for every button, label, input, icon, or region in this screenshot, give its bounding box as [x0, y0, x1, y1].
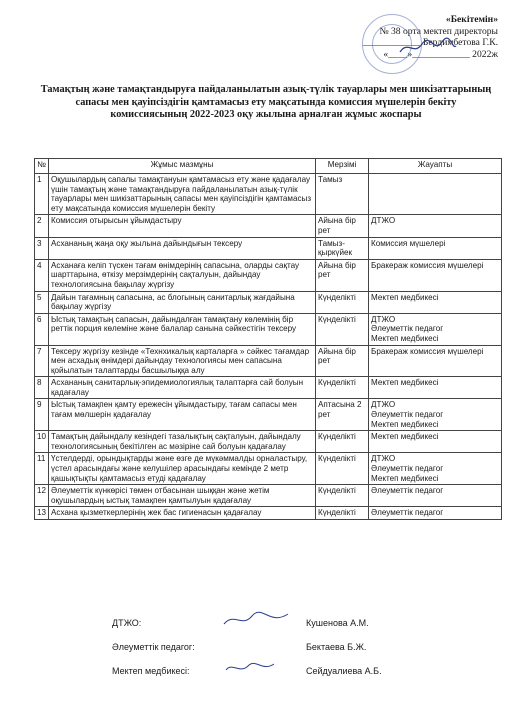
signature-name: Бектаева Б.Ж. [306, 642, 367, 652]
row-content: Асханаға келіп түскен тағам өнімдерінің сапасына, оларды сақтау шарттарына, өткізу мерзімдерінің сақталуын, дайындау технологиясына бақылау жүргізу [49, 259, 316, 291]
row-number: 12 [35, 485, 49, 507]
row-content: Оқушылардың сапалы тамақтануын қамтамасыз ету және қадағалау үшін тамақтың және тамақтандыруға пайдаланылатын азық-түлік тауарлары мен шикізаттарының сапасы мен қауіпсіздігін қамтамасыз ету мақсатында комиссия мүшелерін бекіту [49, 174, 316, 215]
row-content: Үстелдерді, орындықтарды және өзге де мүкәммалды орналастыру, үстел арасындағы және келушілер арасындағы кемінде 2 метр қашықтықты қамтамасыз етуді қадағалау [49, 453, 316, 485]
row-content: Ыстық тамақтың сапасын, дайындалған тамақтану көлемінің бір реттік порция көлеміне және балалар санына сәйкестігін тексеру [49, 313, 316, 345]
row-term: Күнделікті [316, 507, 369, 520]
row-term: Айына бір рет [316, 259, 369, 291]
row-number: 9 [35, 399, 49, 431]
table-row [35, 399, 502, 431]
approval-director: Бердимбетова Г.К. [422, 37, 498, 49]
row-content: Тамақтың дайындалу кезіндегі тазалықтың сақталуын, дайындалу технологиясының бекітілген ас мәзіріне сай болуын қадағалау [49, 431, 316, 453]
row-number: 8 [35, 377, 49, 399]
table-row [35, 431, 502, 453]
signature-mark [222, 658, 292, 678]
row-responsible: ДТЖО Әлеуметтік педагог Мектеп медбикесі [369, 453, 502, 485]
row-content: Асхананың жаңа оқу жылына дайындығын тексеру [49, 237, 316, 259]
approval-director-line: ____________ Бердимбетова Г.К. [362, 37, 498, 49]
row-term: Тамыз [316, 174, 369, 215]
row-term: Аптасына 2 рет [316, 399, 369, 431]
row-number: 2 [35, 215, 49, 237]
row-responsible: Мектеп медбикесі [369, 431, 502, 453]
row-responsible: ДТЖО [369, 215, 502, 237]
row-term: Күнделікті [316, 453, 369, 485]
row-number: 13 [35, 507, 49, 520]
row-number: 1 [35, 174, 49, 215]
table-row [35, 174, 502, 215]
row-responsible: ДТЖО Әлеуметтік педагог Мектеп медбикесі [369, 313, 502, 345]
signature-row [112, 618, 462, 642]
row-number: 4 [35, 259, 49, 291]
row-responsible: Комиссия мүшелері [369, 237, 502, 259]
row-content: Асхана қызметкерлерінің жек бас гигиенасын қадағалау [49, 507, 316, 520]
signature-row [112, 666, 462, 690]
row-term: Күнделікті [316, 485, 369, 507]
row-responsible: Бракераж комиссия мүшелері [369, 345, 502, 377]
row-responsible: ДТЖО Әлеуметтік педагог Мектеп медбикесі [369, 399, 502, 431]
header-responsible: Жауапты [369, 159, 502, 174]
signatures-block [112, 618, 462, 690]
row-number: 5 [35, 291, 49, 313]
table-row [35, 507, 502, 520]
table-row [35, 485, 502, 507]
signature-role: Әлеуметтік педагог: [112, 642, 195, 652]
approval-school: № 38 орта мектеп директоры [379, 25, 498, 37]
row-responsible [369, 174, 502, 215]
work-plan-table [34, 158, 502, 520]
table-row [35, 215, 502, 237]
table-row [35, 345, 502, 377]
approval-year: 2022ж [472, 48, 498, 60]
row-term: Күнделікті [316, 313, 369, 345]
signature-role: ДТЖО: [112, 618, 142, 628]
row-content: Тексеру жүргізу кезінде «Технхикалық карталарға » сәйкес тағамдар мен асхадық өнімдері дайындау технологиясы мен сапасына қойылатын талаптарды басшылыққа алу [49, 345, 316, 377]
row-term: Күнделікті [316, 377, 369, 399]
row-term: Тамыз-қыркүйек [316, 237, 369, 259]
signature-mark [222, 610, 292, 630]
table-row [35, 377, 502, 399]
approval-header: «Бекітемін» [445, 14, 498, 25]
table-row [35, 291, 502, 313]
row-responsible: Мектеп медбикесі [369, 377, 502, 399]
row-responsible: Әлеуметтік педагог [369, 485, 502, 507]
table-row [35, 259, 502, 291]
row-content: Әлеуметтік күнкөрісі төмен отбасынан шыққан және жетім оқушылардың ыстық тамақпен қамтылуын қадағалау [49, 485, 316, 507]
row-term: Айына бір рет [316, 345, 369, 377]
row-content: Комиссия отырысын ұйымдастыру [49, 215, 316, 237]
signature-name: Кушенова А.М. [306, 618, 369, 628]
row-content: Дайын тағамның сапасына, ас блогының санитарлық жағдайына бақылау жүргізу [49, 291, 316, 313]
row-term: Күнделікті [316, 291, 369, 313]
row-responsible: Бракераж комиссия мүшелері [369, 259, 502, 291]
row-number: 7 [35, 345, 49, 377]
row-responsible: Әлеуметтік педагог [369, 507, 502, 520]
row-number: 3 [35, 237, 49, 259]
signature-role: Мектеп медбикесі: [112, 666, 190, 676]
header-term: Мерзімі [316, 159, 369, 174]
table-row [35, 453, 502, 485]
row-number: 6 [35, 313, 49, 345]
row-content: Асхананың санитарлық-эпидемиологиялық талаптарға сай болуын қадағалау [49, 377, 316, 399]
director-signature [398, 36, 458, 58]
header-content: Жұмыс мазмұны [49, 159, 316, 174]
row-responsible: Мектеп медбикесі [369, 291, 502, 313]
table-row [35, 237, 502, 259]
row-number: 10 [35, 431, 49, 453]
row-content: Ыстық тамақпен қамту ережесін ұйымдастыру, тағам сапасы мен тағам мөлшерін қадағалау [49, 399, 316, 431]
header-number: № [35, 159, 49, 174]
row-number: 11 [35, 453, 49, 485]
row-term: Айына бір рет [316, 215, 369, 237]
table-row [35, 313, 502, 345]
approval-date-line: «____»____________ 2022ж [383, 48, 498, 60]
signature-name: Сейдуалиева А.Б. [306, 666, 382, 676]
row-term: Күнделікті [316, 431, 369, 453]
document-title: Тамақтың және тамақтандыруға пайдаланылатын азық-түлік тауарлары мен шикізаттарының сапасы мен қауіпсіздігін қамтамасыз ету мақсатында комиссия мүшелерін бекіту комиссиясының 2022-2023 оқу жылына арналған жұмыс жоспары [40, 84, 492, 121]
table-header-row [35, 159, 502, 174]
